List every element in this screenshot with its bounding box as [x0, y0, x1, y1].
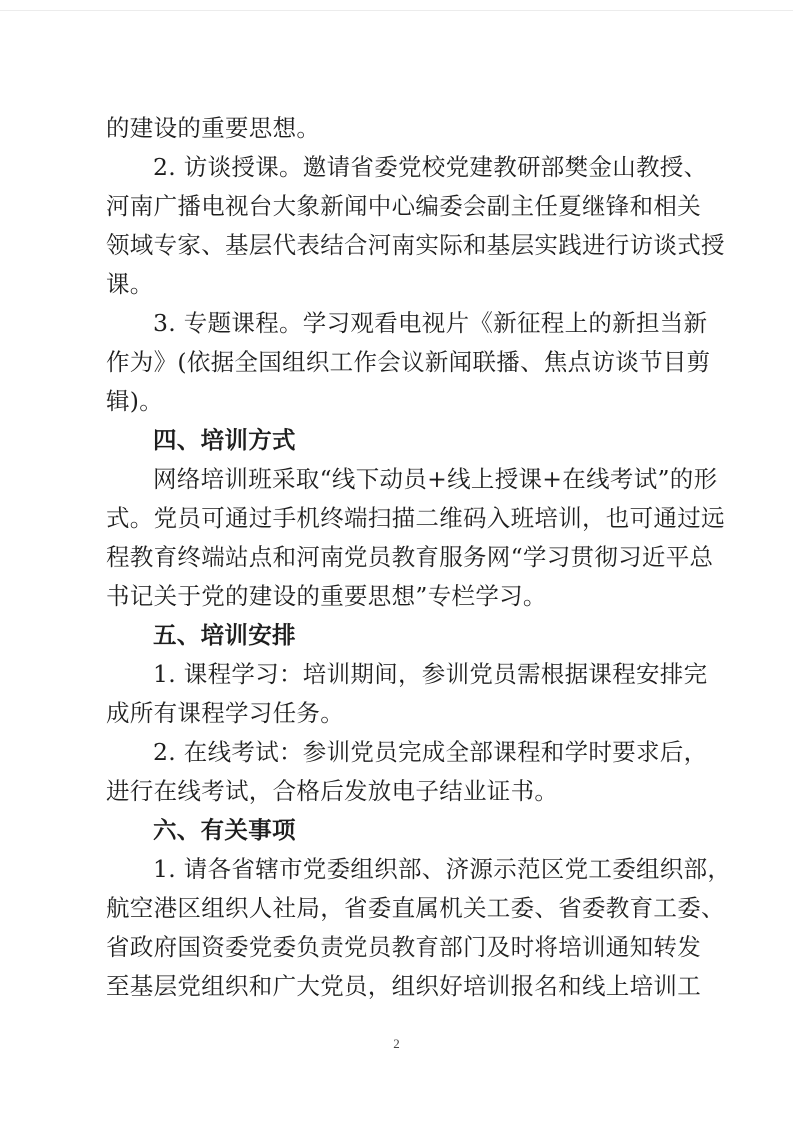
- section-heading: 六、有关事项: [153, 816, 296, 844]
- paragraph-line: 成所有课程学习任务。: [106, 699, 344, 727]
- top-rule: [0, 10, 793, 11]
- paragraph-line: 3. 专题课程。学习观看电视片《新征程上的新担当新: [153, 309, 708, 337]
- paragraph-line: 河南广播电视台大象新闻中心编委会副主任夏继锋和相关: [106, 192, 701, 220]
- paragraph-line: 课。: [106, 270, 154, 298]
- paragraph-line: 1. 课程学习：培训期间，参训党员需根据课程安排完: [153, 660, 708, 688]
- paragraph-line: 至基层党组织和广大党员，组织好培训报名和线上培训工: [106, 972, 701, 1000]
- page-number: 2: [393, 1036, 400, 1051]
- paragraph-line: 省政府国资委党委负责党员教育部门及时将培训通知转发: [106, 933, 701, 961]
- paragraph-line: 领域专家、基层代表结合河南实际和基层实践进行访谈式授: [106, 231, 725, 259]
- section-heading: 四、培训方式: [153, 426, 296, 454]
- paragraph-line: 程教育终端站点和河南党员教育服务网“学习贯彻习近平总: [106, 543, 714, 571]
- paragraph-line: 进行在线考试，合格后发放电子结业证书。: [106, 777, 559, 805]
- paragraph-line: 书记关于党的建设的重要思想”专栏学习。: [106, 582, 547, 610]
- paragraph-line: 网络培训班采取“线下动员+线上授课+在线考试”的形: [153, 465, 718, 493]
- paragraph-line: 航空港区组织人社局，省委直属机关工委、省委教育工委、: [106, 894, 725, 922]
- paragraph-line: 作为》(依据全国组织工作会议新闻联播、焦点访谈节目剪: [106, 348, 711, 376]
- paragraph-line: 1. 请各省辖市党委组织部、济源示范区党工委组织部，: [153, 855, 732, 883]
- paragraph-line: 2. 在线考试：参训党员完成全部课程和学时要求后，: [153, 738, 708, 766]
- section-heading: 五、培训安排: [153, 621, 296, 649]
- paragraph-line: 辑)。: [106, 387, 164, 415]
- paragraph-line: 2. 访谈授课。邀请省委党校党建教研部樊金山教授、: [153, 153, 708, 181]
- document-body: [106, 109, 732, 1006]
- paragraph-line: 式。党员可通过手机终端扫描二维码入班培训，也可通过远: [106, 504, 725, 532]
- paragraph-line: 的建设的重要思想。: [106, 114, 321, 142]
